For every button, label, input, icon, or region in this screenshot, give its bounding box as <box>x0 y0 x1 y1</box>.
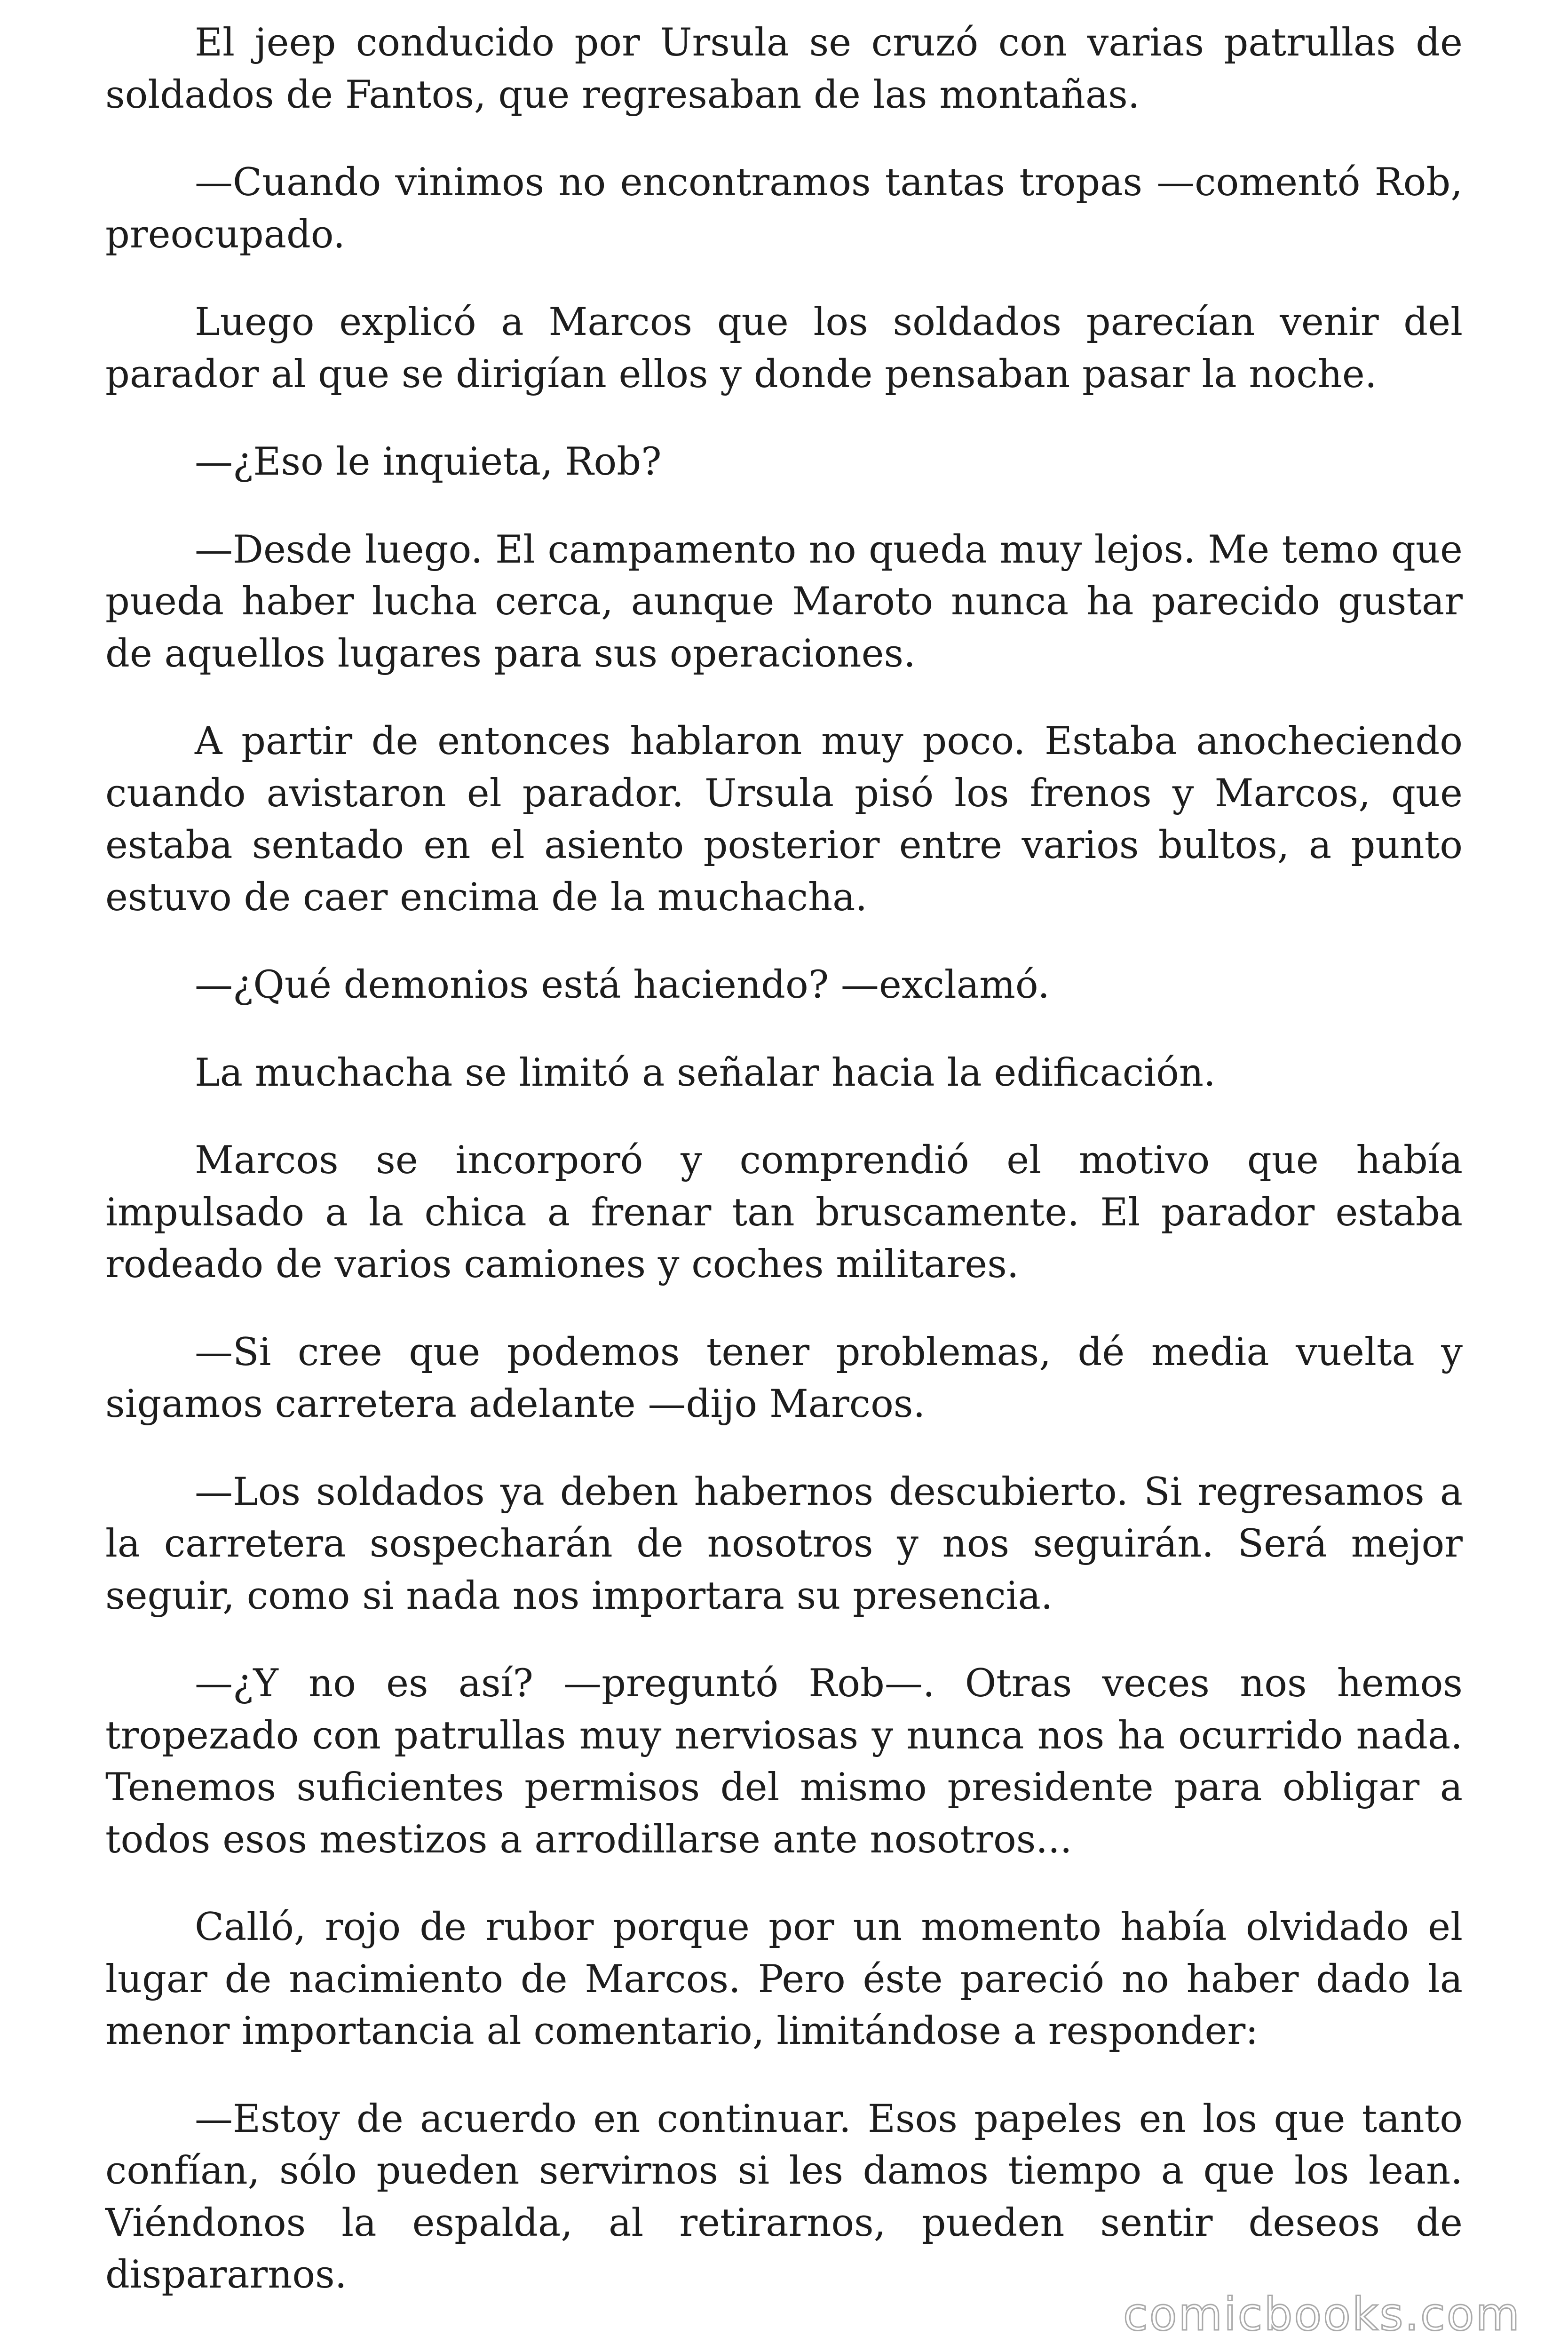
paragraph: A partir de entonces hablaron muy poco. Estaba anocheciendo cuando avistaron el parador. Ursula pisó los frenos y Marcos, que estaba sentado en el asiento posterior entre varios bultos, a punto estuvo de caer encima de la muchacha. <box>105 719 1463 920</box>
paragraph: —Los soldados ya deben habernos descubierto. Si regresamos a la carretera sospecharán de nosotros y nos seguirán. Será mejor seguir, como si nada nos importara su presencia. <box>105 1470 1463 1618</box>
paragraph: —¿Y no es así? —preguntó Rob—. Otras veces nos hemos tropezado con patrullas muy nerviosas y nunca nos ha ocurrido nada. Tenemos suficientes permisos del mismo presidente para obligar a todos esos mestizos a arrodillarse ante nosotros... <box>105 1661 1463 1862</box>
paragraph: Marcos se incorporó y comprendió el motivo que había impulsado a la chica a frenar tan bruscamente. El parador estaba rodeado de varios camiones y coches militares. <box>105 1138 1463 1287</box>
paragraph: —Cuando vinimos no encontramos tantas tropas —comentó Rob, preocupado. <box>105 160 1463 257</box>
paragraph: Calló, rojo de rubor porque por un momento había olvidado el lugar de nacimiento de Marcos. Pero éste pareció no haber dado la menor importancia al comentario, limitándose a responder: <box>105 1905 1463 2053</box>
paragraph: La muchacha se limitó a señalar hacia la edificación. <box>195 1050 1216 1095</box>
paragraph: El jeep conducido por Ursula se cruzó con varias patrullas de soldados de Fantos, que regresaban de las montañas. <box>105 21 1463 117</box>
paragraph: —¿Qué demonios está haciendo? —exclamó. <box>195 963 1050 1007</box>
paragraph: —¿Eso le inquieta, Rob? <box>195 440 662 484</box>
paragraph: —Estoy de acuerdo en continuar. Esos papeles en los que tanto confían, sólo pueden servirnos si les damos tiempo a que los lean. Viéndonos la espalda, al retirarnos, pueden sentir deseos de dispararnos. <box>105 2097 1463 2297</box>
paragraph: —Si cree que podemos tener problemas, dé media vuelta y sigamos carretera adelante —dijo Marcos. <box>105 1330 1463 1426</box>
paragraph: —Desde luego. El campamento no queda muy lejos. Me temo que pueda haber lucha cerca, aunque Maroto nunca ha parecido gustar de aquellos lugares para sus operaciones. <box>105 527 1463 676</box>
book-page-text <box>105 17 1463 2337</box>
watermark-text: comicbooks.com <box>1123 2288 1521 2341</box>
paragraph: Luego explicó a Marcos que los soldados parecían venir del parador al que se dirigían ellos y donde pensaban pasar la noche. <box>105 300 1463 397</box>
